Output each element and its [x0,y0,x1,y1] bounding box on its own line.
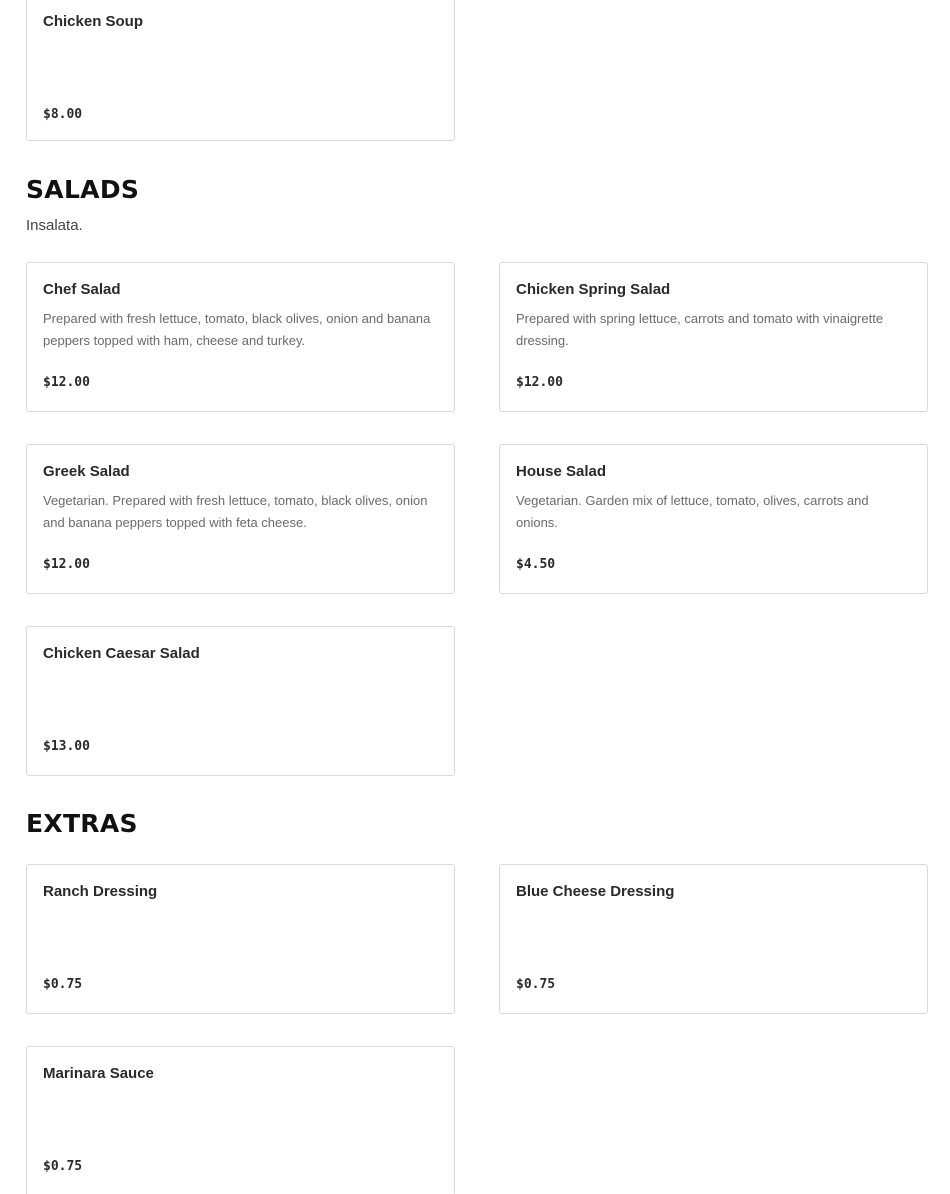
menu-item-card[interactable] [499,444,928,594]
menu-item-price: $13.00 [43,739,90,754]
menu-item-description: Prepared with spring lettuce, carrots and tomato with vinaigrette dressing. [516,311,884,348]
menu-item-price: $12.00 [43,375,90,390]
menu-item-price: $8.00 [43,107,83,122]
menu-item-name: Chef Salad [43,281,121,298]
menu-item-card[interactable] [26,864,455,1014]
menu-item-name: Blue Cheese Dressing [516,883,675,900]
section-title-salads: SALADS [26,175,140,204]
menu-item-name: Marinara Sauce [43,1065,154,1082]
menu-item-name: Ranch Dressing [43,883,158,900]
menu-item-name: Chicken Soup [43,13,144,30]
menu-item-price: $4.50 [516,557,556,572]
menu-item-name: House Salad [516,463,607,480]
menu-item-description: Vegetarian. Garden mix of lettuce, tomato, olives, carrots and onions. [516,493,869,530]
menu-item-card[interactable] [26,626,455,776]
menu-item-card[interactable] [26,1046,455,1194]
menu-item-card[interactable] [26,444,455,594]
menu-item-price: $0.75 [43,1159,83,1174]
menu-item-name: Chicken Spring Salad [516,281,671,298]
menu-item-price: $0.75 [43,977,83,992]
menu-item-card[interactable] [26,0,455,141]
menu-item-price: $12.00 [516,375,563,390]
menu-item-card[interactable] [499,262,928,412]
menu-item-description: Prepared with fresh lettuce, tomato, black olives, onion and banana peppers topped with ham, cheese and turkey. [43,311,431,348]
menu-item-price: $12.00 [43,557,90,572]
menu-item-card[interactable] [26,262,455,412]
menu-item-name: Greek Salad [43,463,130,480]
section-subtitle-salads: Insalata. [26,217,83,234]
menu-item-name: Chicken Caesar Salad [43,645,200,662]
menu-item-card[interactable] [499,864,928,1014]
menu-item-description: Vegetarian. Prepared with fresh lettuce, tomato, black olives, onion and banana peppers topped with feta cheese. [43,493,428,530]
section-title-extras: EXTRAS [26,809,138,838]
menu-item-price: $0.75 [516,977,556,992]
